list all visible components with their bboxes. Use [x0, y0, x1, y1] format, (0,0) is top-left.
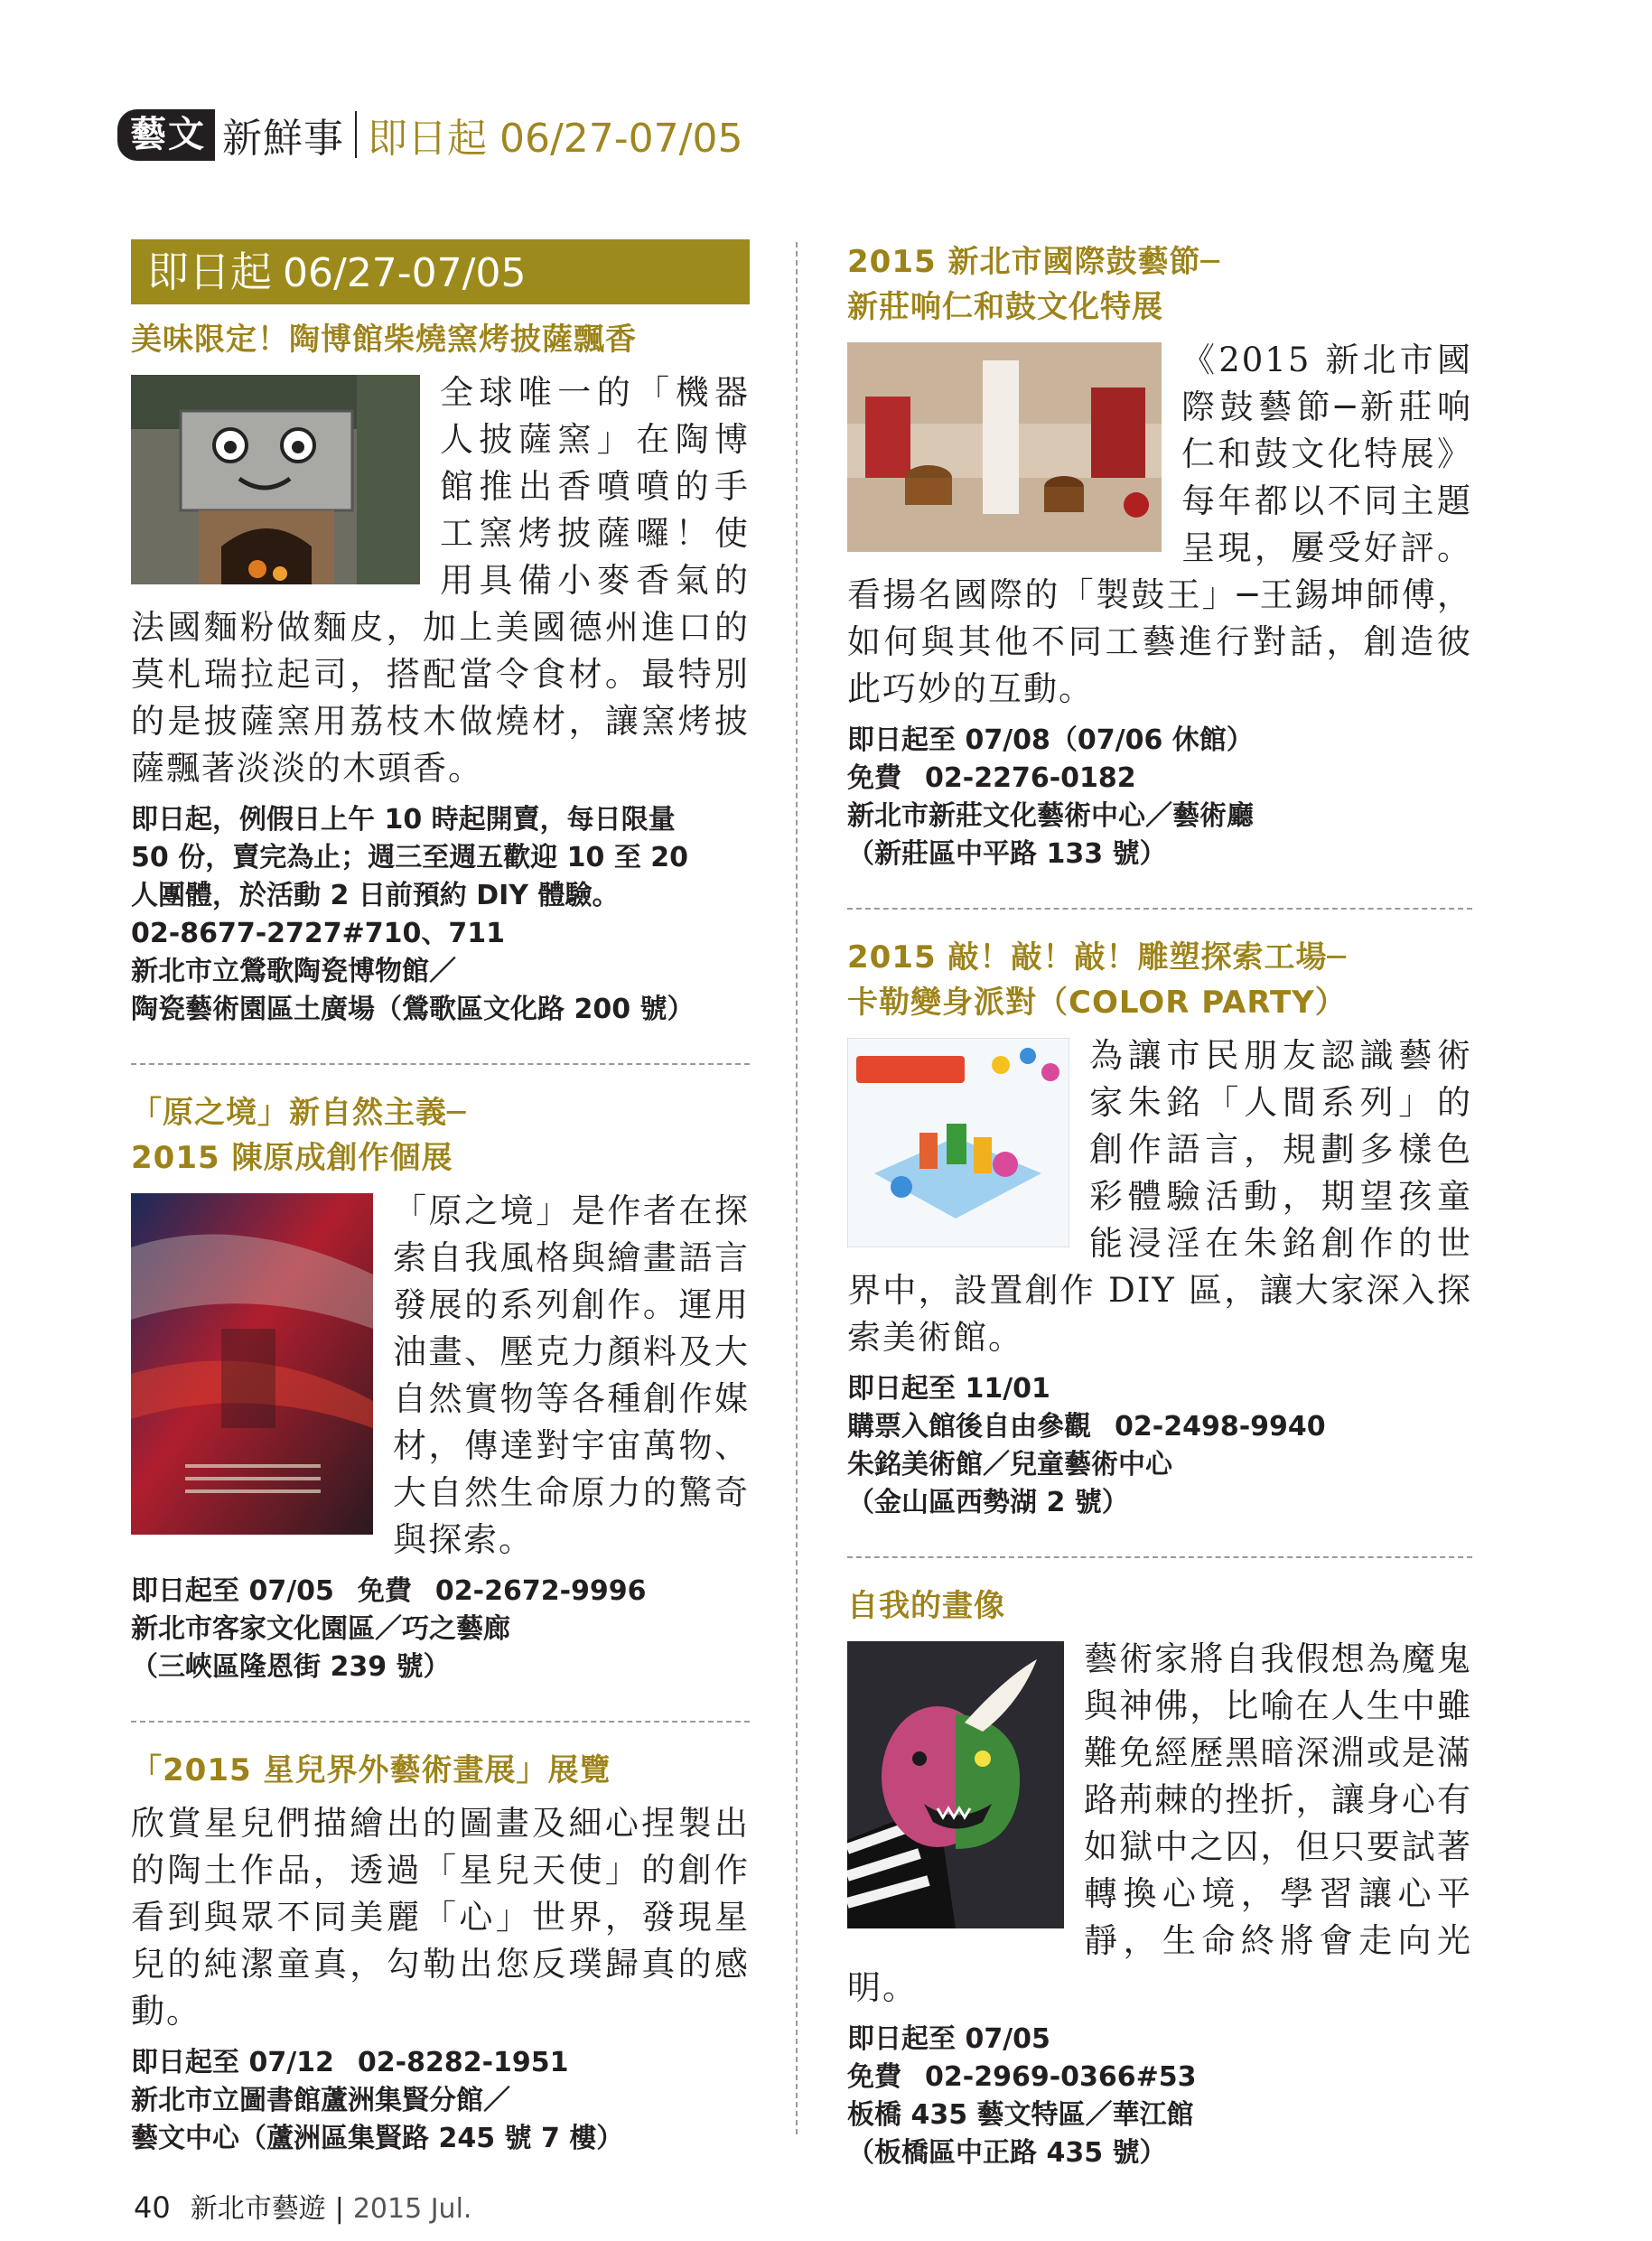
article-separator — [847, 908, 1472, 910]
article-title — [131, 1090, 750, 1181]
article-text: 藝術家將自我假想為魔鬼與神佛，比喻在人生中雖難免經歷黑暗深淵或是滿路荊棘的挫折，讓身心有如獄中之囚，但只要試著轉換心境，學習讓心平靜，生命終將會走向光明。 — [847, 1639, 1472, 2007]
info-date: 即日起至 11/01 — [847, 1373, 1050, 1405]
info-address: 藝文中心（蘆洲區集賢路 245 號 7 樓） — [131, 2123, 624, 2154]
info-schedule-2: 50 份，賣完為止；週三至週五歡迎 10 至 20 — [131, 842, 689, 873]
pizza-oven-photo — [131, 375, 420, 584]
info-fee: 免費 — [847, 2061, 901, 2093]
info-fee: 免費 — [357, 1575, 412, 1607]
info-address: （板橋區中正路 435 號） — [847, 2137, 1167, 2169]
header-divider — [355, 111, 357, 158]
article-star — [131, 1748, 750, 2158]
banner-label: 即日起 — [147, 247, 272, 296]
title-line-1: 2015 新北市國際鼓藝節─ — [847, 244, 1220, 280]
article-title: 「2015 星兒界外藝術畫展」展覽 — [131, 1752, 611, 1788]
date-banner — [131, 239, 750, 304]
article-info — [131, 2044, 750, 2158]
title-line-1: 「原之境」新自然主義─ — [131, 1095, 467, 1131]
header-date-range: 即日起 06/27-07/05 — [368, 116, 743, 162]
article-body — [847, 337, 1472, 713]
article-info — [847, 1370, 1472, 1522]
article-info — [847, 722, 1472, 873]
article-title — [847, 239, 1472, 330]
article-info — [131, 1573, 750, 1686]
info-phone: 02-8282-1951 — [357, 2047, 569, 2078]
info-address: 陶瓷藝術園區土廣場（鶯歌區文化路 200 號） — [131, 994, 695, 1025]
info-phone: 02-2969-0366#53 — [925, 2061, 1197, 2093]
article-title: 自我的畫像 — [847, 1588, 1005, 1624]
info-venue: 新北市客家文化園區／巧之藝廊 — [131, 1613, 510, 1645]
color-party-poster — [847, 1038, 1069, 1247]
article-body: 欣賞星兒們描繪出的圖畫及細心捏製出的陶土作品，透過「星兒天使」的創作看到與眾不同美麗「心」世界，發現星兒的純潔童真，勾勒出您反璞歸真的感動。 — [131, 1804, 750, 2031]
title-line-1: 2015 敲！敲！敲！雕塑探索工場─ — [847, 939, 1347, 976]
article-body — [847, 1032, 1472, 1361]
info-venue: 朱銘美術館／兒童藝術中心 — [847, 1449, 1172, 1480]
article-text: 「原之境」是作者在探索自我風格與繪畫語言發展的系列創作。運用油畫、壓克力顏料及大自然實物等各種創作媒材，傳達對宇宙萬物、大自然生命原力的驚奇與探索。 — [393, 1191, 750, 1559]
info-date: 即日起至 07/05 — [131, 1575, 334, 1607]
info-phone: 02-2672-9996 — [434, 1575, 647, 1607]
article-text: 《2015 新北市國際鼓藝節─新莊响仁和鼓文化特展》每年都以不同主題呈現，屢受好評。看揚名國際的「製鼓王」─王錫坤師傅，如何與其他不同工藝進行對話，創造彼此巧妙的互動。 — [847, 341, 1472, 708]
info-fee: 免費 — [847, 762, 901, 794]
column-divider — [796, 242, 798, 2134]
article-body — [131, 369, 750, 792]
article-info — [131, 801, 750, 1029]
article-body — [847, 1636, 1472, 2012]
info-venue: 板橋 435 藝文特區／華江館 — [847, 2099, 1194, 2131]
info-address: （金山區西勢湖 2 號） — [847, 1487, 1129, 1518]
article-self-portrait — [847, 1583, 1472, 2172]
right-column — [847, 239, 1472, 2172]
page-number: 40 — [134, 2190, 171, 2225]
self-portrait-painting — [847, 1641, 1064, 1928]
info-venue: 新北市立圖書館蘆洲集賢分館／ — [131, 2085, 510, 2116]
magazine-name: 新北市藝遊 — [190, 2193, 326, 2225]
title-line-2: 2015 陳原成創作個展 — [131, 1140, 453, 1176]
article-body — [131, 1188, 750, 1564]
exhibition-poster — [131, 1193, 373, 1535]
info-phone: 02-2498-9940 — [1115, 1411, 1326, 1443]
info-date: 即日起至 07/08（07/06 休館） — [847, 724, 1254, 756]
article-title: 美味限定！陶博館柴燒窯烤披薩飄香 — [131, 322, 637, 358]
info-fee: 購票入館後自由參觀 — [847, 1411, 1091, 1443]
page-header — [117, 107, 742, 163]
article-title — [847, 935, 1472, 1025]
article-pizza — [131, 317, 750, 1029]
info-venue: 新北市立鶯歌陶瓷博物館／ — [131, 956, 456, 987]
section-badge: 藝文 — [117, 109, 215, 161]
article-color-party — [847, 935, 1472, 1522]
title-line-2: 新莊响仁和鼓文化特展 — [847, 289, 1163, 325]
article-separator — [131, 1063, 750, 1065]
article-info — [847, 2021, 1472, 2172]
article-separator — [131, 1721, 750, 1723]
article-origin — [131, 1090, 750, 1686]
article-drum — [847, 239, 1472, 873]
issue-date: 2015 Jul. — [352, 2193, 472, 2225]
info-date: 即日起至 07/12 — [131, 2047, 334, 2078]
footer-divider: | — [334, 2193, 344, 2225]
info-schedule-3: 人團體，於活動 2 日前預約 DIY 體驗。 — [131, 880, 620, 911]
article-text: 為讓市民朋友認識藝術家朱銘「人間系列」的創作語言，規劃多樣色彩體驗活動，期望孩童能浸淫在朱銘創作的世界中，設置創作 DIY 區，讓大家深入探索美術館。 — [847, 1036, 1472, 1357]
banner-date: 06/27-07/05 — [283, 250, 527, 296]
info-address: （新莊區中平路 133 號） — [847, 838, 1167, 870]
left-column — [131, 239, 750, 2158]
page-footer — [134, 2186, 471, 2226]
article-text: 全球唯一的「機器人披薩窯」在陶博館推出香噴噴的手工窯烤披薩囉！使用具備小麥香氣的法國麵粉做麵皮，加上美國德州進口的莫札瑞拉起司，搭配當令食材。最特別的是披薩窯用荔枝木做燒材，讓窯烤披薩飄著淡淡的木頭香。 — [131, 373, 750, 788]
info-address: （三峽區隆恩街 239 號） — [131, 1651, 451, 1683]
section-word: 新鮮事 — [222, 116, 344, 162]
drum-exhibition-photo — [847, 342, 1162, 552]
info-phone: 02-8677-2727#710、711 — [131, 918, 506, 949]
title-line-2: 卡勒變身派對（COLOR PARTY） — [847, 985, 1347, 1021]
info-phone: 02-2276-0182 — [925, 762, 1136, 794]
info-schedule-1: 即日起，例假日上午 10 時起開賣，每日限量 — [131, 804, 676, 836]
article-separator — [847, 1556, 1472, 1558]
info-venue: 新北市新莊文化藝術中心／藝術廳 — [847, 800, 1254, 832]
info-date: 即日起至 07/05 — [847, 2023, 1050, 2055]
